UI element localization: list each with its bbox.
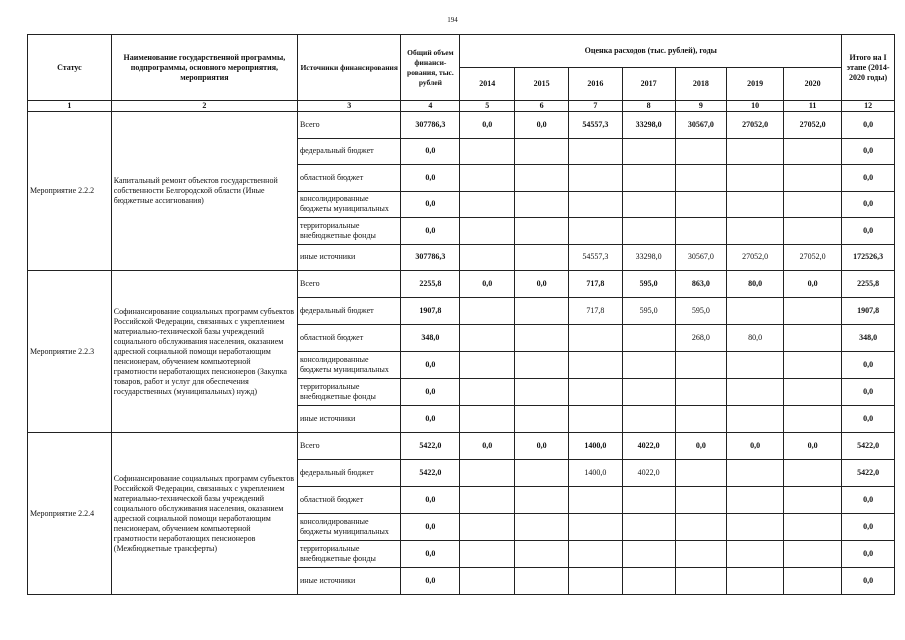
header-total: Общий объем финанси-рования, тыс. рублей (401, 35, 460, 101)
total-value: 0,0 (401, 541, 460, 568)
year-value (784, 568, 842, 595)
total-value: 1907,8 (401, 298, 460, 325)
year-value: 863,0 (675, 271, 727, 298)
total-value: 2255,8 (401, 271, 460, 298)
year-value (675, 487, 727, 514)
year-value: 0,0 (460, 112, 515, 139)
stage-total-value: 5422,0 (842, 433, 895, 460)
year-value (515, 244, 569, 271)
stage-total-value: 5422,0 (842, 460, 895, 487)
year-value (460, 541, 515, 568)
year-value (727, 138, 784, 165)
year-value (622, 165, 675, 192)
table-body (28, 112, 895, 595)
funding-source: областной бюджет (297, 325, 400, 352)
year-value (460, 487, 515, 514)
year-value (515, 352, 569, 379)
funding-source: территориальные внебюджетные фонды (297, 218, 400, 245)
year-value (727, 165, 784, 192)
year-value (784, 191, 842, 218)
funding-source: областной бюджет (297, 487, 400, 514)
measure-name: Софинансирование социальных программ субъектов Российской Федерации, связанных с укреплением материально-технической базы учреждений социального обслуживания населения, оказанием адресной социальной помощи неработающим пенсионерам, обучением компьютерной грамотности неработающих пенсионеров (Закупка товаров, работ и услуг для обеспечения государственных (муниципальных) нужд) (111, 271, 297, 433)
year-value (784, 460, 842, 487)
year-value (568, 191, 622, 218)
stage-total-value: 0,0 (842, 514, 895, 541)
year-value (460, 244, 515, 271)
year-value (460, 514, 515, 541)
year-value (675, 191, 727, 218)
column-number: 2 (111, 101, 297, 112)
year-value (622, 138, 675, 165)
stage-total-value: 1907,8 (842, 298, 895, 325)
year-value: 0,0 (675, 433, 727, 460)
stage-total-value: 0,0 (842, 165, 895, 192)
year-value: 30567,0 (675, 244, 727, 271)
year-value (568, 568, 622, 595)
year-value (622, 487, 675, 514)
table-row (28, 271, 895, 298)
year-value (727, 406, 784, 433)
stage-total-value: 0,0 (842, 138, 895, 165)
total-value: 307786,3 (401, 112, 460, 139)
column-number: 7 (568, 101, 622, 112)
measure-name: Софинансирование социальных программ субъектов Российской Федерации, связанных с укреплением материально-технической базы учреждений социального обслуживания населения, оказанием адресной социальной помощи неработающим пенсионерам, обучением компьютерной грамотности неработающих пенсионеров (Межбюджетные трансферты) (111, 433, 297, 595)
year-value (784, 218, 842, 245)
column-number: 8 (622, 101, 675, 112)
year-value (784, 165, 842, 192)
header-year: 2014 (460, 68, 515, 101)
stage-total-value: 0,0 (842, 379, 895, 406)
total-value: 0,0 (401, 218, 460, 245)
year-value (784, 298, 842, 325)
year-value (568, 352, 622, 379)
total-value: 0,0 (401, 514, 460, 541)
year-value (622, 406, 675, 433)
year-value (622, 352, 675, 379)
stage-total-value: 0,0 (842, 352, 895, 379)
total-value: 0,0 (401, 352, 460, 379)
year-value (568, 218, 622, 245)
year-value: 0,0 (515, 271, 569, 298)
year-value: 33298,0 (622, 112, 675, 139)
year-value (460, 218, 515, 245)
year-value (515, 379, 569, 406)
year-value (727, 568, 784, 595)
total-value: 0,0 (401, 406, 460, 433)
year-value (675, 514, 727, 541)
year-value: 80,0 (727, 325, 784, 352)
year-value (568, 541, 622, 568)
year-value (784, 487, 842, 514)
year-value (675, 460, 727, 487)
year-value (675, 138, 727, 165)
year-value (568, 138, 622, 165)
funding-source: федеральный бюджет (297, 460, 400, 487)
header-year: 2019 (727, 68, 784, 101)
table-row (28, 433, 895, 460)
total-value: 0,0 (401, 138, 460, 165)
year-value (622, 325, 675, 352)
year-value (460, 460, 515, 487)
year-value (515, 568, 569, 595)
year-value: 54557,3 (568, 112, 622, 139)
stage-total-value: 2255,8 (842, 271, 895, 298)
year-value (515, 541, 569, 568)
year-value: 1400,0 (568, 460, 622, 487)
year-value (727, 218, 784, 245)
column-number: 6 (515, 101, 569, 112)
year-value (675, 568, 727, 595)
year-value: 0,0 (460, 271, 515, 298)
year-value (784, 514, 842, 541)
header-year: 2017 (622, 68, 675, 101)
year-value (515, 298, 569, 325)
header-program-name: Наименование государственной программы, подпрограммы, основного мероприятия, мероприятия (111, 35, 297, 101)
year-value (727, 541, 784, 568)
measure-status: Мероприятие 2.2.2 (28, 112, 112, 271)
year-value: 0,0 (515, 112, 569, 139)
stage-total-value: 0,0 (842, 541, 895, 568)
year-value (622, 218, 675, 245)
year-value (784, 379, 842, 406)
year-value (622, 568, 675, 595)
funding-source: территориальные внебюджетные фонды (297, 379, 400, 406)
header-status: Статус (28, 35, 112, 101)
year-value (515, 138, 569, 165)
year-value: 268,0 (675, 325, 727, 352)
total-value: 0,0 (401, 165, 460, 192)
year-value: 27052,0 (784, 112, 842, 139)
year-value (727, 352, 784, 379)
total-value: 0,0 (401, 568, 460, 595)
year-value (727, 191, 784, 218)
year-value (675, 541, 727, 568)
year-value: 595,0 (675, 298, 727, 325)
year-value (727, 379, 784, 406)
year-value: 80,0 (727, 271, 784, 298)
funding-source: иные источники (297, 406, 400, 433)
funding-source: консолидированные бюджеты муниципальных (297, 191, 400, 218)
year-value (515, 218, 569, 245)
column-number: 9 (675, 101, 727, 112)
year-value: 33298,0 (622, 244, 675, 271)
header-stage-total: Итого на I этапе (2014-2020 годы) (842, 35, 895, 101)
header-year: 2015 (515, 68, 569, 101)
year-value: 4022,0 (622, 460, 675, 487)
year-value (784, 541, 842, 568)
year-value (622, 379, 675, 406)
total-value: 348,0 (401, 325, 460, 352)
year-value (460, 406, 515, 433)
year-value (460, 325, 515, 352)
total-value: 5422,0 (401, 460, 460, 487)
column-number: 12 (842, 101, 895, 112)
year-value (727, 298, 784, 325)
funding-source: Всего (297, 112, 400, 139)
year-value: 1400,0 (568, 433, 622, 460)
year-value (460, 165, 515, 192)
year-value: 717,8 (568, 298, 622, 325)
year-value (675, 352, 727, 379)
year-value (727, 460, 784, 487)
total-value: 0,0 (401, 191, 460, 218)
year-value: 30567,0 (675, 112, 727, 139)
year-value (460, 298, 515, 325)
header-year: 2018 (675, 68, 727, 101)
stage-total-value: 0,0 (842, 218, 895, 245)
header-sources: Источники финансирования (297, 35, 400, 101)
table-row (28, 112, 895, 139)
year-value (515, 514, 569, 541)
year-value: 54557,3 (568, 244, 622, 271)
total-value: 0,0 (401, 379, 460, 406)
year-value: 0,0 (784, 271, 842, 298)
year-value (515, 460, 569, 487)
stage-total-value: 0,0 (842, 568, 895, 595)
funding-source: Всего (297, 271, 400, 298)
year-value (460, 191, 515, 218)
year-value (568, 379, 622, 406)
funding-source: консолидированные бюджеты муниципальных (297, 514, 400, 541)
stage-total-value: 0,0 (842, 112, 895, 139)
year-value: 0,0 (727, 433, 784, 460)
year-value (568, 406, 622, 433)
year-value (622, 541, 675, 568)
year-value (784, 352, 842, 379)
year-value (622, 191, 675, 218)
column-number: 1 (28, 101, 112, 112)
stage-total-value: 0,0 (842, 191, 895, 218)
measure-name: Капитальный ремонт объектов государственной собственности Белгородской области (Иные бюджетные ассигнования) (111, 112, 297, 271)
column-number: 5 (460, 101, 515, 112)
stage-total-value: 172526,3 (842, 244, 895, 271)
year-value: 27052,0 (784, 244, 842, 271)
column-number: 10 (727, 101, 784, 112)
year-value (515, 325, 569, 352)
year-value (622, 514, 675, 541)
year-value: 27052,0 (727, 244, 784, 271)
header-estimate: Оценка расходов (тыс. рублей), годы (460, 35, 842, 68)
year-value: 0,0 (515, 433, 569, 460)
stage-total-value: 348,0 (842, 325, 895, 352)
year-value (515, 191, 569, 218)
funding-source: иные источники (297, 568, 400, 595)
year-value (515, 487, 569, 514)
column-number: 3 (297, 101, 400, 112)
year-value (568, 487, 622, 514)
total-value: 5422,0 (401, 433, 460, 460)
year-value (515, 165, 569, 192)
year-value: 27052,0 (727, 112, 784, 139)
year-value (784, 406, 842, 433)
measure-status: Мероприятие 2.2.3 (28, 271, 112, 433)
year-value (460, 138, 515, 165)
year-value (568, 325, 622, 352)
measure-status: Мероприятие 2.2.4 (28, 433, 112, 595)
year-value: 4022,0 (622, 433, 675, 460)
funding-source: федеральный бюджет (297, 298, 400, 325)
funding-source: консолидированные бюджеты муниципальных (297, 352, 400, 379)
year-value (568, 165, 622, 192)
header-year: 2016 (568, 68, 622, 101)
year-value (675, 379, 727, 406)
year-value (568, 514, 622, 541)
funding-source: федеральный бюджет (297, 138, 400, 165)
funding-source: иные источники (297, 244, 400, 271)
year-value (515, 406, 569, 433)
year-value: 595,0 (622, 271, 675, 298)
stage-total-value: 0,0 (842, 406, 895, 433)
column-number: 11 (784, 101, 842, 112)
year-value (727, 514, 784, 541)
year-value (460, 568, 515, 595)
year-value: 717,8 (568, 271, 622, 298)
funding-source: областной бюджет (297, 165, 400, 192)
year-value (784, 325, 842, 352)
total-value: 0,0 (401, 487, 460, 514)
column-number: 4 (401, 101, 460, 112)
year-value: 0,0 (784, 433, 842, 460)
header-year: 2020 (784, 68, 842, 101)
stage-total-value: 0,0 (842, 487, 895, 514)
year-value (460, 352, 515, 379)
year-value: 595,0 (622, 298, 675, 325)
year-value (675, 218, 727, 245)
total-value: 307786,3 (401, 244, 460, 271)
year-value (727, 487, 784, 514)
budget-table (27, 34, 895, 595)
page-number: 194 (447, 16, 458, 24)
year-value (675, 165, 727, 192)
funding-source: Всего (297, 433, 400, 460)
year-value (675, 406, 727, 433)
year-value: 0,0 (460, 433, 515, 460)
year-value (784, 138, 842, 165)
funding-source: территориальные внебюджетные фонды (297, 541, 400, 568)
year-value (460, 379, 515, 406)
